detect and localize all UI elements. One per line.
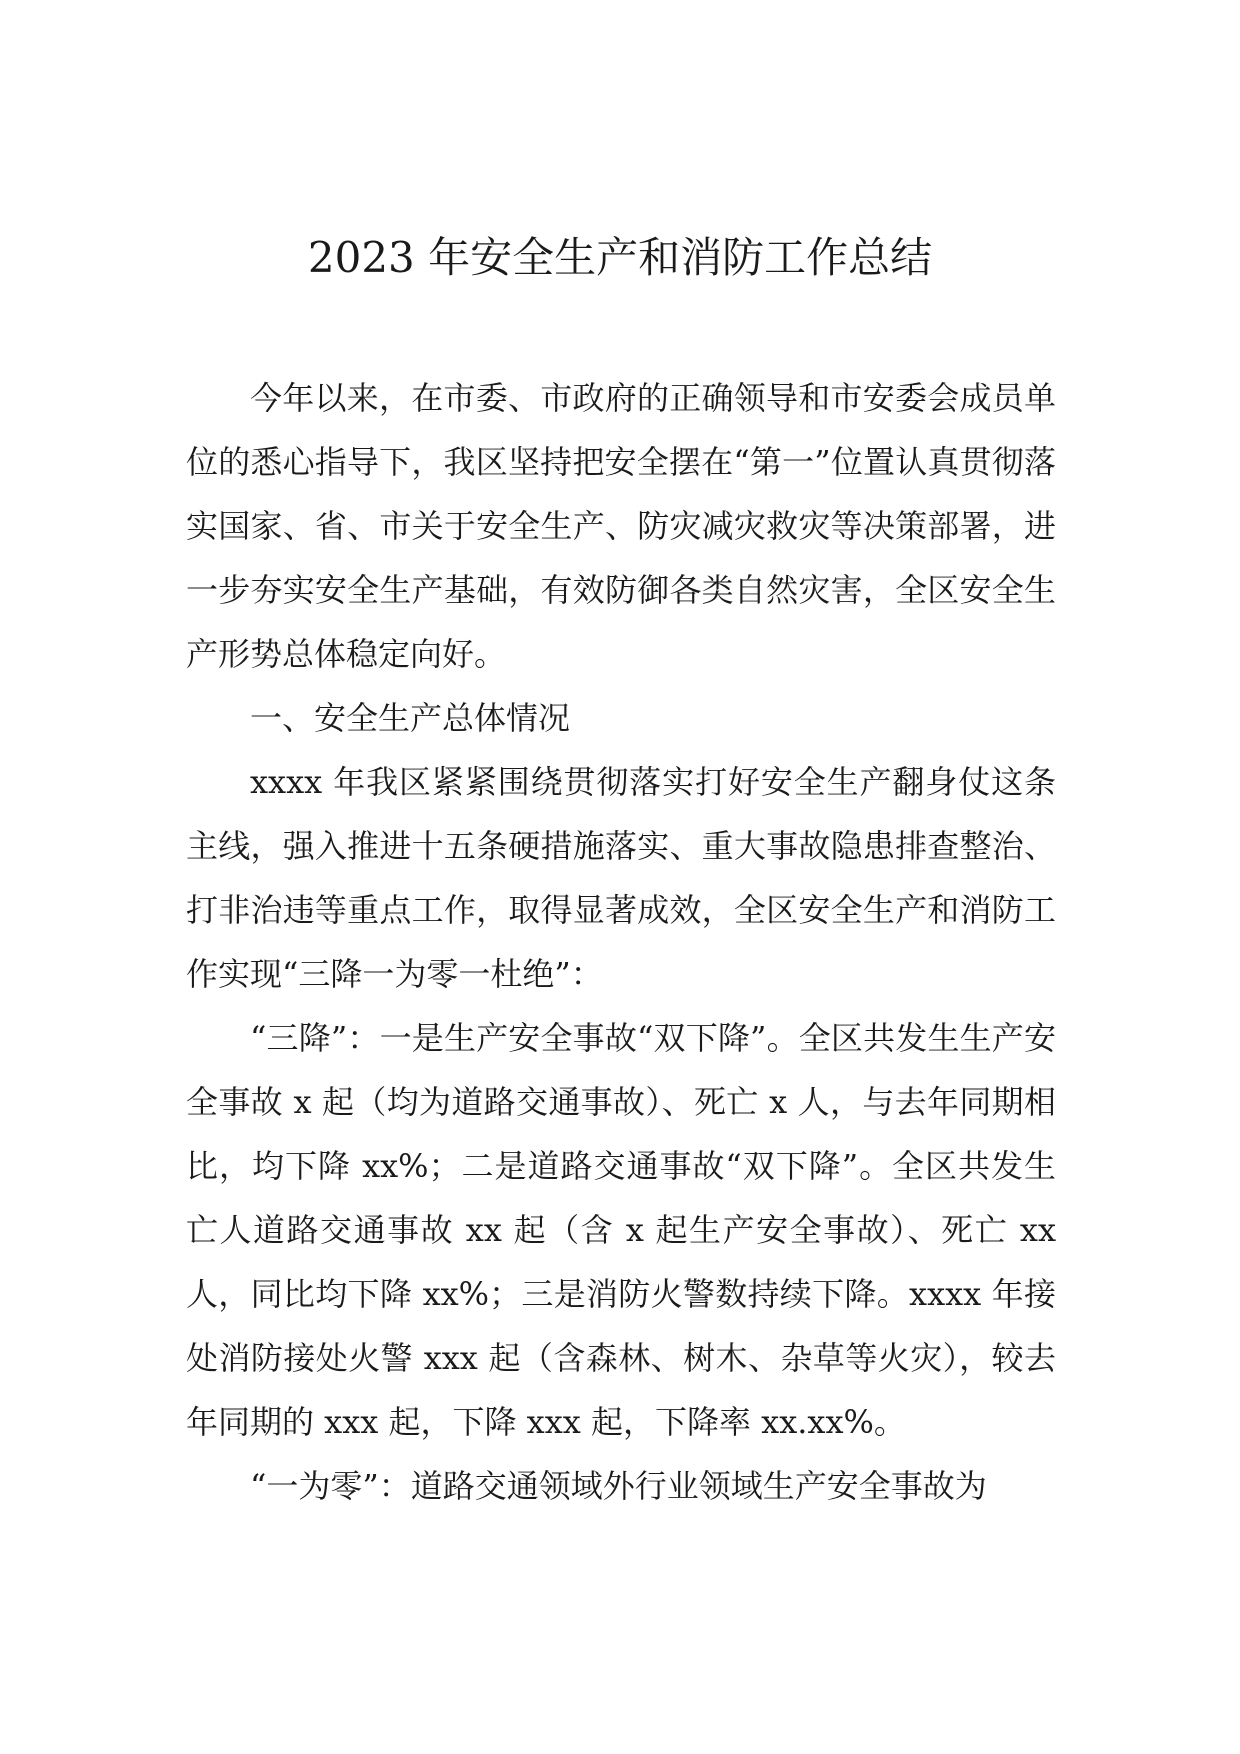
paragraph-three-declines: “三降”：一是生产安全事故“双下降”。全区共发生生产安全事故 x 起（均为道路交通事故）、死亡 x 人，与去年同期相比，均下降 xx%；二是道路交通事故“双下降”。全区共发生亡人道路交通事故 xx 起（含 x 起生产安全事故）、死亡 xx 人，同比均下降 xx%；三是消防火警数持续下降。xxxx 年接处消防接处火警 xxx 起（含森林、树木、杂草等火灾），较去年同期的 xxx 起，下降 xxx 起，下降率 xx.xx%。 [186,1019,1056,1441]
section-heading-1: 一、安全生产总体情况 [250,699,571,737]
document-title: 2023 年安全生产和消防工作总结 [307,233,933,282]
paragraph-one-zero: “一为零”：道路交通领域外行业领域生产安全事故为 [250,1467,987,1505]
document-body [186,366,1056,1518]
paragraph-intro: 今年以来，在市委、市政府的正确领导和市安委会成员单位的悉心指导下，我区坚持把安全摆在“第一”位置认真贯彻落实国家、省、市关于安全生产、防灾减灾救灾等决策部署，进一步夯实安全生产基础，有效防御各类自然灾害，全区安全生产形势总体稳定向好。 [186,379,1056,673]
paragraph-overview: xxxx 年我区紧紧围绕贯彻落实打好安全生产翻身仗这条主线，强入推进十五条硬措施落实、重大事故隐患排查整治、打非治违等重点工作，取得显著成效，全区安全生产和消防工作实现“三降一为零一杜绝”： [186,763,1056,993]
